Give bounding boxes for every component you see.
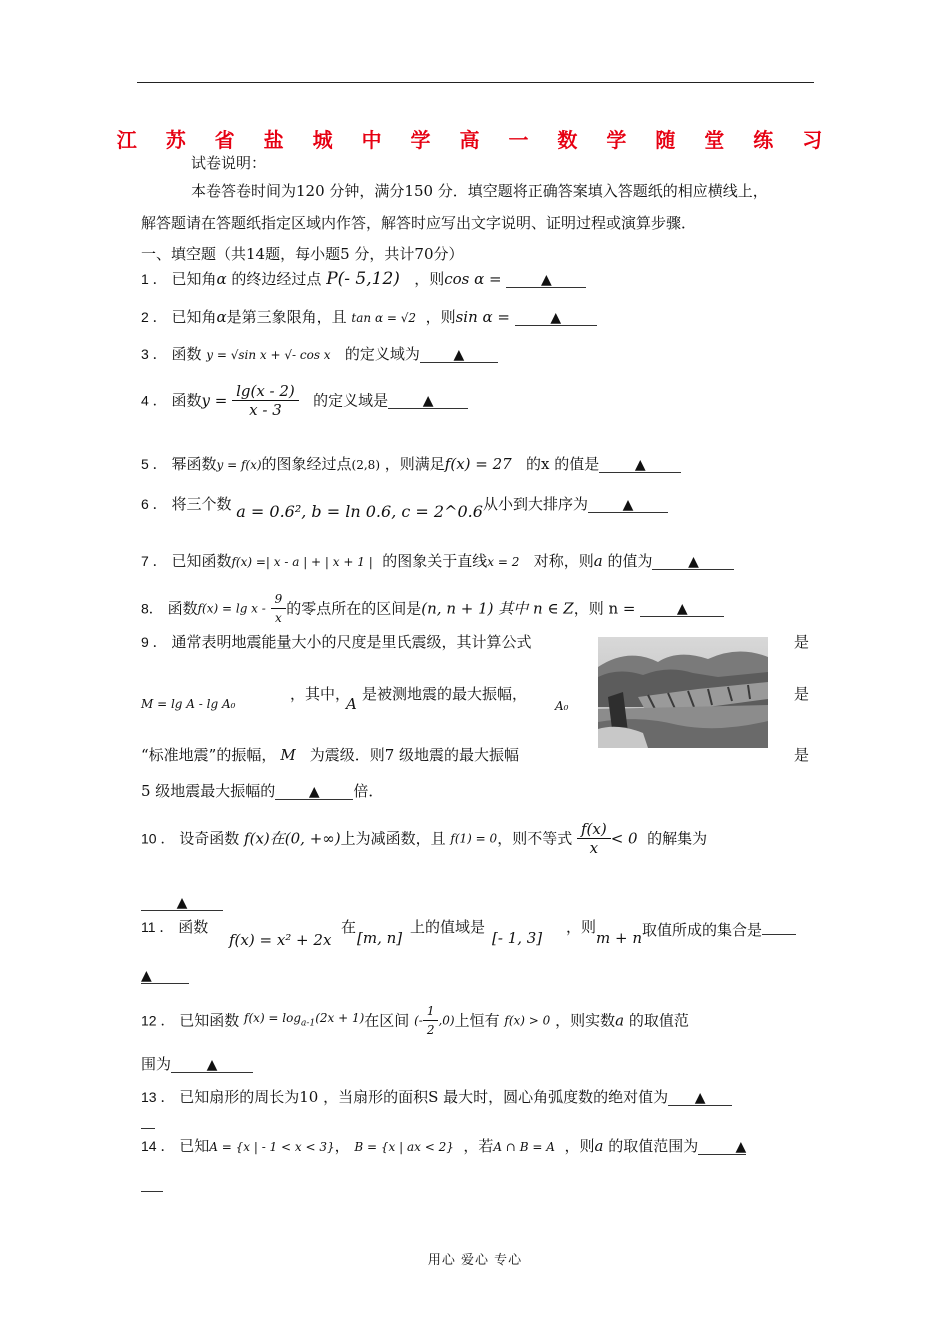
answer-blank-part[interactable]: [762, 918, 796, 935]
question-3: 3 ． 函数 y = √sin x + √- cos x 的定义域为 ▲: [141, 345, 498, 364]
question-14-answer-continued: [141, 1175, 163, 1196]
answer-blank[interactable]: ▲: [141, 894, 223, 911]
question-11-formula: m + n: [596, 929, 642, 947]
answer-blank[interactable]: ▲: [506, 271, 586, 288]
question-7: 7 ． 已知函数f(x) =| x - a | + | x + 1 | 的图象关于直线x = 2 对称，则a 的值为 ▲: [141, 552, 734, 571]
answer-blank[interactable]: ▲: [698, 1138, 746, 1155]
question-5: 5 ． 幂函数y = f(x)的图象经过点(2,8) ，则满足f(x) = 27 的x 的值是 ▲: [141, 455, 681, 474]
question-6: 6 ． 将三个数 a = 0.6², b = ln 0.6, c = 2^0.6从小到大排序为 ▲: [141, 495, 668, 513]
fraction: $\frac{\lg(x - 2)}{x - 3}$: [232, 382, 299, 419]
question-9-text: ，其中，: [290, 685, 351, 703]
question-9-text: 是: [794, 685, 810, 703]
answer-blank[interactable]: ▲: [599, 456, 681, 473]
fraction: $\frac{1}{2}$: [423, 1002, 439, 1039]
question-11-formula: [- 1, 3]: [492, 929, 543, 947]
question-9-text: 是: [794, 746, 810, 764]
question-2: 2 ． 已知角α是第三象限角，且 tan α = √2 ，则sin α = ▲: [141, 308, 597, 327]
question-11-text: 取值所成的集合是: [642, 918, 796, 939]
question-13: 13 ． 已知扇形的周长为10 ，当扇形的面积S 最大时，圆心角弧度数的绝对值为 ▲: [141, 1088, 732, 1106]
answer-blank[interactable]: ▲: [388, 392, 468, 409]
question-11-formula: f(x) = x² + 2x: [229, 931, 332, 949]
question-10-answer: [141, 893, 223, 911]
intro-line-1: 本卷答卷时间为120 分钟，满分150 分．填空题将正确答案填入答题纸的相应横线上，: [191, 182, 768, 200]
question-12-continued: 围为 ▲: [141, 1055, 253, 1073]
intro-line-2: 解答题请在答题纸指定区域内作答，解答时应写出文字说明、证明过程或演算步骤．: [141, 214, 697, 232]
page-footer: 用心 爱心 专心: [427, 1253, 523, 1268]
question-11: 11 ． 函数: [141, 918, 209, 936]
answer-blank-part[interactable]: [141, 1112, 155, 1129]
header-rule: [137, 82, 814, 83]
answer-blank[interactable]: ▲: [515, 309, 597, 326]
answer-blank[interactable]: ▲: [588, 496, 668, 513]
answer-blank[interactable]: ▲: [275, 783, 353, 800]
question-9-text: “标准地震”的振幅， M 为震级．则7 级地震的最大振幅: [141, 746, 520, 764]
question-11-answer: [141, 966, 189, 984]
intro-label: 试卷说明：: [191, 154, 267, 172]
fraction: $\frac{f(x)}{x}$: [577, 820, 611, 857]
section-heading: 一、填空题（共14题，每小题5 分，共计70分）: [141, 245, 464, 263]
question-1: 1 ． 已知角α 的终边经过点 P(- 5,12) ，则cos α = ▲: [141, 270, 586, 288]
fraction: $\frac{9}{x}$: [271, 590, 287, 627]
question-8: 8． 函数f(x) = lg x - $\frac{9}{x}$ 的零点所在的区间是(n, n + 1) 其中 n ∈ Z，则 n = ▲: [141, 590, 724, 627]
question-10: 10 ． 设奇函数 f(x)在(0, +∞)上为减函数，且 f(1) = 0，则不等式 $\frac{f(x)}{x}$ < 0 的解集为: [141, 820, 708, 857]
answer-blank[interactable]: ▲: [640, 600, 724, 617]
question-9-symbol: A₀: [555, 699, 569, 713]
question-11-text: ，则: [566, 918, 597, 936]
question-13-answer-continued: [141, 1112, 155, 1133]
question-9-text: 是被测地震的最大振幅，: [362, 685, 528, 703]
question-14: 14 ． 已知A = {x | - 1 < x < 3}， B = {x | ax < 2} ，若A ∩ B = A ，则a 的取值范围为 ▲: [141, 1137, 747, 1155]
question-9-formula: M = lg A - lg A₀: [141, 697, 236, 711]
question-9-text: 5 级地震最大振幅的 ▲ 倍．: [141, 782, 384, 800]
question-9: 9 ． 通常表明地震能量大小的尺度是里氏震级，其计算公式: [141, 633, 532, 651]
answer-blank[interactable]: ▲: [668, 1089, 732, 1106]
page-title: 江 苏 省 盐 城 中 学 高 一 数 学 随 堂 练 习: [116, 128, 834, 152]
question-11-text: 上的值域是: [410, 918, 486, 936]
answer-blank[interactable]: ▲: [141, 967, 189, 984]
question-9-text: 是: [794, 633, 810, 651]
question-11-text: 在: [341, 918, 357, 936]
earthquake-photo: [598, 637, 768, 748]
answer-blank-part[interactable]: [141, 1175, 163, 1192]
question-12: 12 ． 已知函数 $f(x) = \log_{a-1}(2x + 1)$在区间 (- $\frac{1}{2}$ ,0)上恒有 f(x) > 0 ，则实数a 的取值范: [141, 1004, 689, 1037]
answer-blank[interactable]: ▲: [652, 553, 734, 570]
question-9-symbol: A: [346, 695, 357, 713]
question-4: 4 ． 函数y = $\frac{\lg(x - 2)}{x - 3}$ 的定义域是 ▲: [141, 382, 468, 419]
answer-blank[interactable]: ▲: [171, 1056, 253, 1073]
answer-blank[interactable]: ▲: [420, 346, 498, 363]
question-11-formula: [m, n]: [357, 929, 403, 947]
